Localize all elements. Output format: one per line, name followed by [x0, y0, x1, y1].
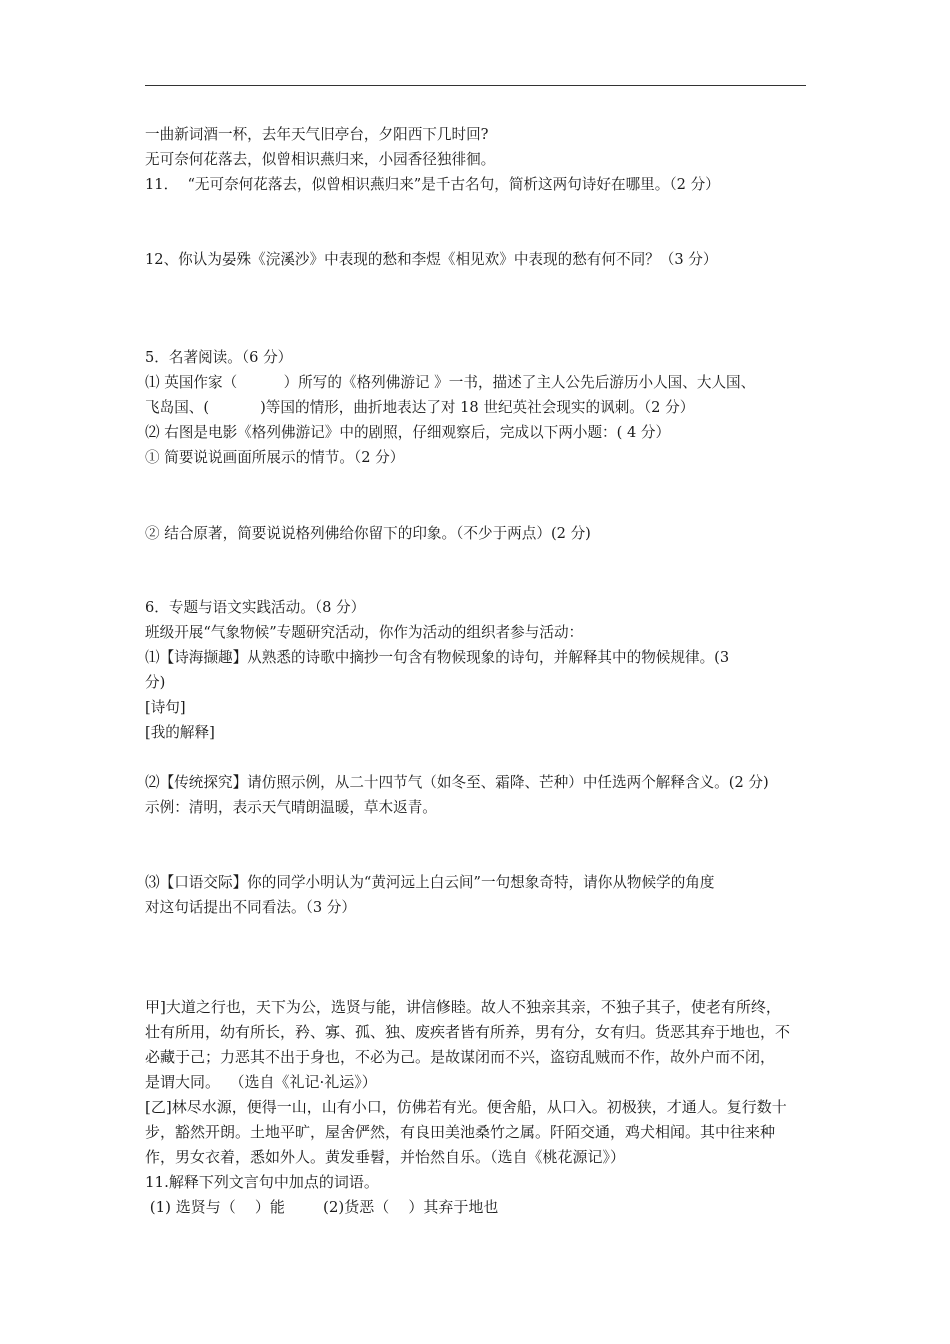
- passage-a-line-1: 甲]大道之行也，天下为公，选贤与能，讲信修睦。故人不独亲其亲，不独子其子，使老有所终，: [145, 998, 781, 1016]
- section-6-q1-line-1: ⑴【诗海撷趣】从熟悉的诗歌中摘抄一句含有物候现象的诗句，并解释其中的物候规律。(3: [145, 649, 730, 666]
- passage-a-line-3: 必藏于己；力恶其不出于身也，不必为己。是故谋闭而不兴，盗窃乱贼而不作，故外户而不闭，: [145, 1048, 776, 1066]
- section-5-heading: 5．名著阅读。（6 分）: [145, 349, 293, 366]
- poem-line-1: 一曲新词酒一杯，去年天气旧亭台，夕阳西下几时回?: [145, 126, 489, 143]
- explanation-label: [我的解释]: [145, 724, 215, 741]
- section-6-intro: 班级开展“气象物候”专题研究活动，你作为活动的组织者参与活动：: [145, 624, 584, 641]
- poem-line-2: 无可奈何花落去，似曾相识燕归来，小园香径独徘徊。: [145, 151, 496, 168]
- question-12: 12、你认为晏殊《浣溪沙》中表现的愁和李煜《相见欢》中表现的愁有何不同？（3 分）: [145, 251, 718, 268]
- passage-b-line-2: 步，豁然开朗。土地平旷，屋舍俨然，有良田美池桑竹之属。阡陌交通，鸡犬相闻。其中往来种: [145, 1123, 776, 1141]
- section-5-q2: ⑵ 右图是电影《格列佛游记》中的剧照，仔细观察后，完成以下两小题：( 4 分）: [145, 424, 671, 441]
- section-5-q2-sub-1: ① 简要说说画面所展示的情节。（2 分）: [145, 449, 405, 466]
- question-11-items: (1) 选贤与（ ）能 (2)货恶（ ）其弃于地也: [145, 1198, 499, 1216]
- section-6-q3-line-1: ⑶【口语交际】你的同学小明认为“黄河远上白云间”一句想象奇特，请你从物候学的角度: [145, 874, 715, 891]
- passage-a-line-2: 壮有所用，幼有所长，矜、寡、孤、独、废疾者皆有所养，男有分，女有归。货恶其弃于地也，不: [145, 1023, 791, 1041]
- passage-b-line-1: [乙]林尽水源，便得一山，山有小口，仿佛若有光。便舍船，从口入。初极狭，才通人。复行数十: [145, 1098, 787, 1116]
- section-6-q2: ⑵【传统探究】请仿照示例，从二十四节气（如冬至、霜降、芒种）中任选两个解释含义。(2 分): [145, 774, 769, 791]
- section-5-q1-line-2: 飞岛国、( )等国的情形，曲折地表达了对 18 世纪英社会现实的讽刺。（2 分）: [145, 399, 695, 416]
- section-6-q3-line-2: 对这句话提出不同看法。（3 分）: [145, 899, 356, 916]
- section-6-q2-example: 示例：清明，表示天气晴朗温暖，草木返青。: [145, 799, 437, 816]
- header-rule: [145, 85, 806, 86]
- passage-b-line-3: 作，男女衣着，悉如外人。黄发垂髫，并怡然自乐。（选自《桃花源记》）: [145, 1148, 626, 1166]
- question-11: 11． “无可奈何花落去，似曾相识燕归来”是千古名句，简析这两句诗好在哪里。（2 分）: [145, 176, 720, 193]
- poem-label: [诗句]: [145, 699, 186, 716]
- question-11-classical: 11.解释下列文言句中加点的词语。: [145, 1173, 379, 1191]
- passage-a-line-4: 是谓大同。 （选自《礼记·礼运》）: [145, 1073, 377, 1091]
- section-6-heading: 6．专题与语文实践活动。（8 分）: [145, 599, 366, 616]
- section-5-q2-sub-2: ② 结合原著，简要说说格列佛给你留下的印象。（不少于两点）(2 分): [145, 525, 591, 542]
- section-5-q1-line-1: ⑴ 英国作家（ ）所写的《格列佛游记 》一书，描述了主人公先后游历小人国、大人国、: [145, 374, 756, 391]
- section-6-q1-line-2: 分): [145, 674, 166, 691]
